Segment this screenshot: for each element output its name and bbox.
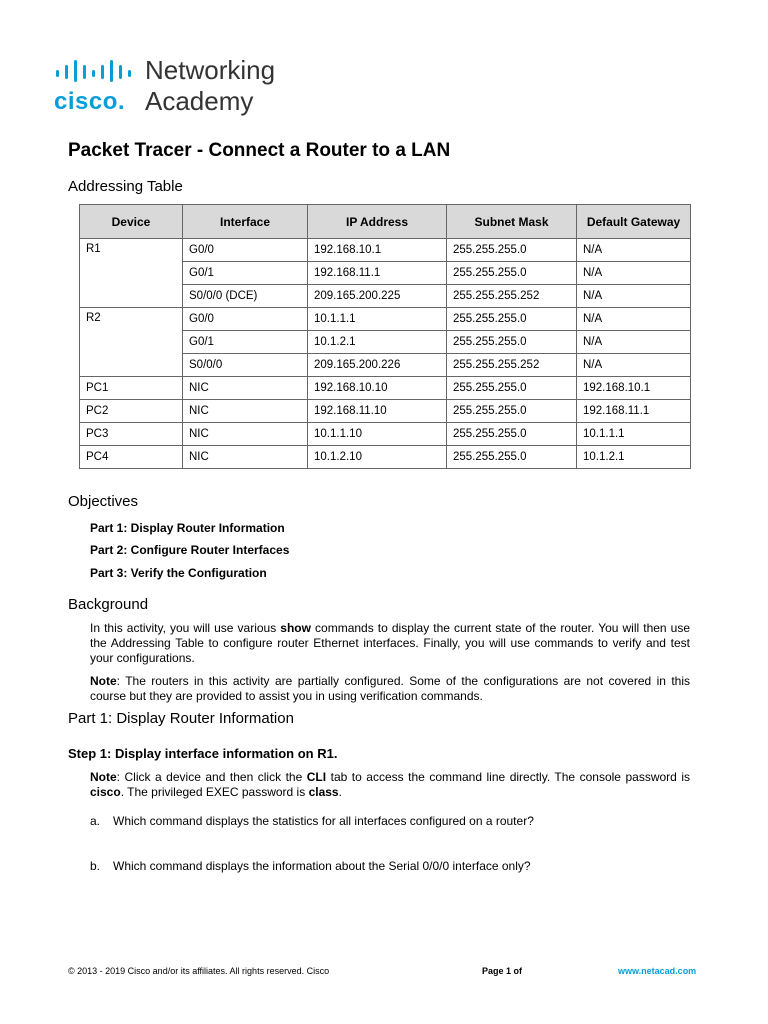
cell-mask: 255.255.255.0 [447, 400, 577, 423]
note-text: tab to access the command line directly. The console password is [326, 770, 690, 784]
note-text: . [338, 785, 342, 799]
cell-device: PC3 [80, 423, 183, 446]
objective-item: Part 2: Configure Router Interfaces [90, 543, 290, 557]
cell-device: PC4 [80, 446, 183, 469]
note-text: : Click a device and then click the [116, 770, 307, 784]
objective-item: Part 1: Display Router Information [90, 521, 285, 535]
objective-item: Part 3: Verify the Configuration [90, 566, 267, 580]
cell-interface: NIC [183, 400, 308, 423]
cell-mask: 255.255.255.252 [447, 354, 577, 377]
col-device: Device [80, 205, 183, 239]
col-default-gateway: Default Gateway [577, 205, 691, 239]
cell-ip: 192.168.10.10 [308, 377, 447, 400]
col-interface: Interface [183, 205, 308, 239]
cell-mask: 255.255.255.0 [447, 262, 577, 285]
cell-interface: NIC [183, 423, 308, 446]
col-ip-address: IP Address [308, 205, 447, 239]
cell-interface: NIC [183, 377, 308, 400]
question-label: a. [90, 814, 101, 828]
cell-ip: 10.1.2.10 [308, 446, 447, 469]
note-label: Note [90, 674, 117, 688]
note-text: : The routers in this activity are partially configured. Some of the configurations are not covered in this course but they are provided to assist you in using verification commands. [90, 674, 690, 703]
cell-mask: 255.255.255.0 [447, 239, 577, 262]
cell-mask: 255.255.255.0 [447, 377, 577, 400]
page-title: Packet Tracer - Connect a Router to a LAN [68, 140, 451, 161]
show-keyword: show [280, 621, 311, 635]
cell-ip: 192.168.11.10 [308, 400, 447, 423]
logo-networking-text: Networking [145, 55, 276, 85]
cell-ip: 192.168.10.1 [308, 239, 447, 262]
cell-interface: NIC [183, 446, 308, 469]
cell-device: R1 [80, 239, 183, 308]
cell-interface: G0/0 [183, 239, 308, 262]
question-text: Which command displays the statistics for all interfaces configured on a router? [113, 814, 534, 828]
cell-mask: 255.255.255.0 [447, 331, 577, 354]
cell-gateway: 10.1.2.1 [577, 446, 691, 469]
cell-device: R2 [80, 308, 183, 377]
addressing-table [79, 204, 691, 469]
cell-mask: 255.255.255.0 [447, 446, 577, 469]
console-password: cisco [90, 785, 121, 799]
col-subnet-mask: Subnet Mask [447, 205, 577, 239]
part1-heading: Part 1: Display Router Information [68, 710, 294, 727]
addressing-table-heading: Addressing Table [68, 178, 183, 195]
cell-ip: 209.165.200.225 [308, 285, 447, 308]
cell-mask: 255.255.255.252 [447, 285, 577, 308]
question-label: b. [90, 859, 101, 873]
cisco-bars-icon [56, 60, 138, 82]
table-row [80, 239, 691, 262]
cell-gateway: 10.1.1.1 [577, 423, 691, 446]
background-heading: Background [68, 596, 149, 613]
cell-interface: S0/0/0 (DCE) [183, 285, 308, 308]
cisco-wordmark: cisco. [54, 88, 126, 115]
cell-ip: 10.1.1.1 [308, 308, 447, 331]
cell-ip: 192.168.11.1 [308, 262, 447, 285]
question-a [90, 814, 534, 828]
step1-note [90, 770, 690, 800]
cell-gateway: N/A [577, 308, 691, 331]
table-row [80, 308, 691, 331]
note-label: Note [90, 770, 117, 784]
footer-page-number: Page 1 of [482, 966, 523, 976]
cli-keyword: CLI [306, 770, 327, 784]
cell-interface: S0/0/0 [183, 354, 308, 377]
cell-device: PC2 [80, 400, 183, 423]
cell-gateway: N/A [577, 285, 691, 308]
note-text: . The privileged EXEC password is [120, 785, 309, 799]
table-row [80, 377, 691, 400]
question-b [90, 859, 531, 873]
footer-copyright: © 2013 - 2019 Cisco and/or its affiliates. All rights reserved. Cisco [68, 966, 330, 976]
cell-interface: G0/0 [183, 308, 308, 331]
cell-mask: 255.255.255.0 [447, 308, 577, 331]
table-row [80, 400, 691, 423]
cell-gateway: 192.168.11.1 [577, 400, 691, 423]
cisco-networking-academy-logo [54, 55, 314, 118]
table-row [80, 423, 691, 446]
cell-interface: G0/1 [183, 262, 308, 285]
cell-gateway: N/A [577, 239, 691, 262]
background-text: In this activity, you will use various [90, 621, 281, 635]
table-header-row [80, 205, 691, 239]
cell-gateway: N/A [577, 331, 691, 354]
note-paragraph [90, 674, 690, 704]
step1-heading: Step 1: Display interface information on R1. [68, 746, 338, 761]
exec-password: class [308, 785, 339, 799]
objectives-heading: Objectives [68, 493, 139, 510]
cell-ip: 209.165.200.226 [308, 354, 447, 377]
cell-device: PC1 [80, 377, 183, 400]
footer-link[interactable]: www.netacad.com [618, 966, 697, 976]
cell-interface: G0/1 [183, 331, 308, 354]
background-text: commands to display the current state of the router. You will then use the Addressing Table to configure router Ethernet interfaces. Finally, you will use commands to verify and test your configurations. [90, 621, 690, 665]
cell-gateway: N/A [577, 354, 691, 377]
cell-ip: 10.1.1.10 [308, 423, 447, 446]
background-paragraph [90, 621, 690, 666]
cell-ip: 10.1.2.1 [308, 331, 447, 354]
table-row [80, 446, 691, 469]
cell-gateway: 192.168.10.1 [577, 377, 691, 400]
logo-academy-text: Academy [145, 86, 254, 116]
cell-gateway: N/A [577, 262, 691, 285]
question-text: Which command displays the information about the Serial 0/0/0 interface only? [113, 859, 531, 873]
cell-mask: 255.255.255.0 [447, 423, 577, 446]
